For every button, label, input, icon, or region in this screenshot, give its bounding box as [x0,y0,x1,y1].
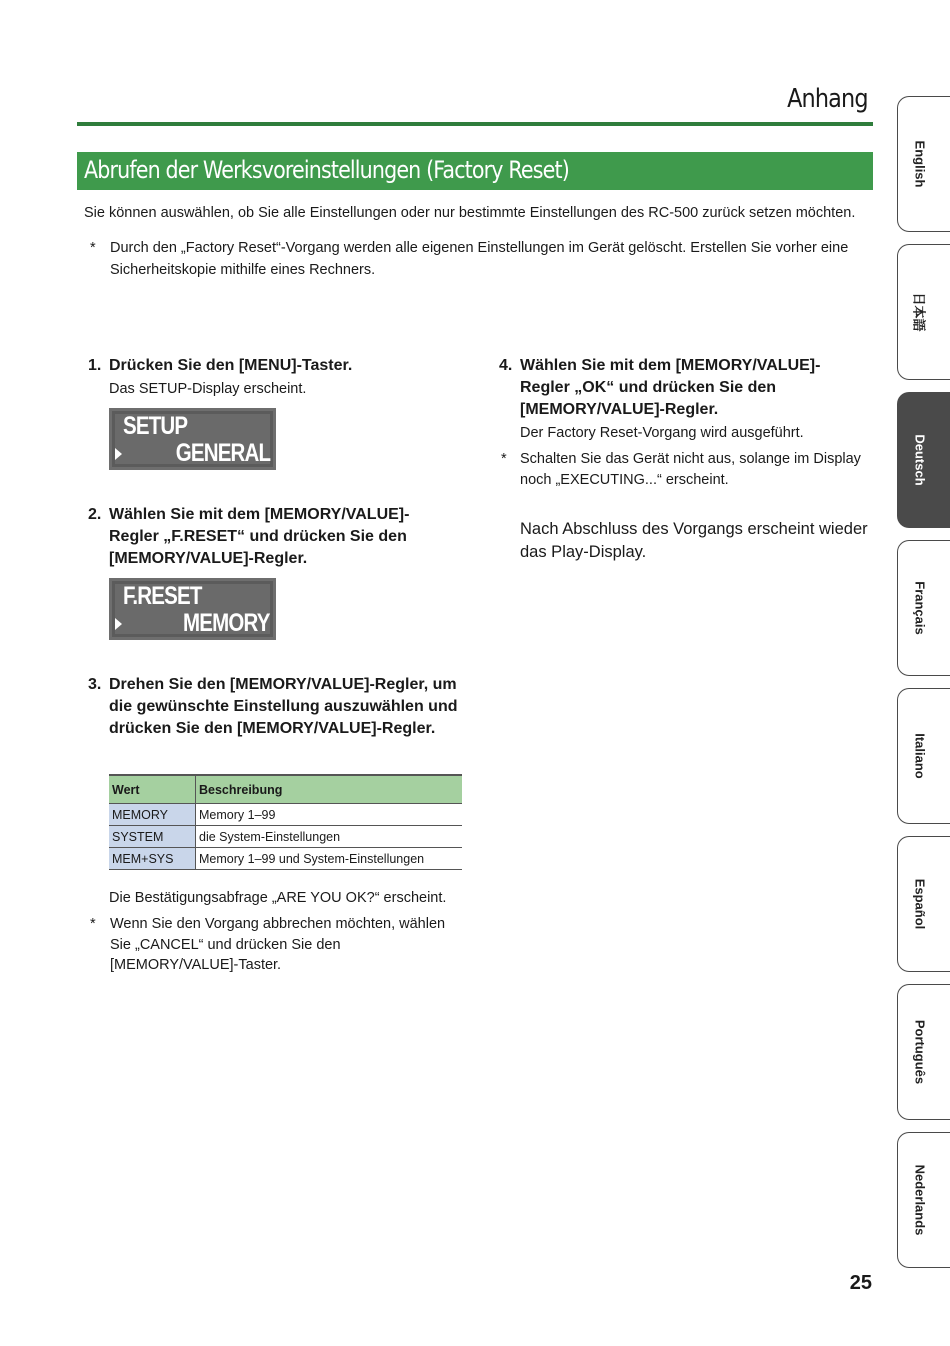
language-tab-label: 日本語 [911,292,927,332]
language-tab-japanese[interactable] [897,244,950,380]
language-tab-italiano[interactable] [897,688,950,824]
chapter-title: Anhang [787,84,868,114]
step-2 [88,504,468,574]
step-3-result: Die Bestätigungsabfrage „ARE YOU OK?“ erscheint. [109,890,447,906]
language-tab-label: Nederlands [912,1164,928,1236]
header-rule [77,122,873,126]
lcd-line-2: GENERAL [175,439,270,467]
language-tab-francais[interactable] [897,540,950,676]
note-asterisk: * [90,240,96,256]
step-4-result: Der Factory Reset-Vorgang wird ausgeführt. [520,425,804,441]
table-header-cell: Wert [109,775,196,804]
step-1-result: Das SETUP-Display erscheint. [109,381,307,397]
language-tab-espanol[interactable] [897,836,950,972]
table-cell-value: MEMORY [109,804,196,826]
table-header-row [109,775,462,804]
cancel-note [90,914,470,980]
power-note [501,449,876,493]
language-tab-label: Français [912,581,928,635]
note-asterisk: * [90,916,96,932]
lcd-line-2: MEMORY [183,609,270,637]
step-3-text: Drehen Sie den [MEMORY/VALUE]-Regler, um die gewünschte Einstellung auszuwählen und drücken Sie den [MEMORY/VALUE]-Regler. [109,676,458,737]
table-row [109,848,462,870]
step-4 [499,355,874,425]
step-2-number: 2. [88,506,102,523]
table-cell-value: SYSTEM [109,826,196,848]
lcd-line-1: SETUP [123,412,188,440]
table-cell-value: MEM+SYS [109,848,196,870]
backup-note [90,237,880,285]
language-tab-label: English [912,140,928,188]
closing-text: Nach Abschluss des Vorgangs erscheint wieder das Play-Display. [520,520,868,561]
lcd-cursor-icon [115,448,122,460]
language-tab-deutsch[interactable] [897,392,950,528]
step-1 [88,355,468,379]
step-2-text: Wählen Sie mit dem [MEMORY/VALUE]-Regler „F.RESET“ und drücken Sie den [MEMORY/VALUE]-Regler. [109,506,410,567]
table-cell-description: Memory 1–99 und System-Einstellungen [196,848,463,870]
reset-options-table [109,774,462,870]
language-tab-portugues[interactable] [897,984,950,1120]
language-tab-label: Español [912,878,928,930]
step-3 [88,674,468,766]
note-text: Wenn Sie den Vorgang abbrechen möchten, wählen Sie „CANCEL“ und drücken Sie den [MEMORY/VALUE]-Taster. [110,916,446,973]
lcd-freset-display [109,578,276,640]
note-text: Durch den „Factory Reset“-Vorgang werden alle eigenen Einstellungen im Gerät gelöscht. Erstellen Sie vorher eine Sicherheitskopie mithilfe eines Rechners. [110,240,849,278]
lcd-setup-display [109,408,276,470]
language-tab-label: Português [912,1019,928,1085]
table-cell-description: die System-Einstellungen [196,826,463,848]
step-1-text: Drücken Sie den [MENU]-Taster. [109,357,353,374]
step-1-number: 1. [88,357,102,374]
intro-text: Sie können auswählen, ob Sie alle Einstellungen oder nur bestimmte Einstellungen des RC-500 zurück setzen möchten. [84,205,856,221]
language-tab-label: Italiano [912,733,928,779]
step-4-text: Wählen Sie mit dem [MEMORY/VALUE]-Regler „OK“ und drücken Sie den [MEMORY/VALUE]-Regler. [520,357,821,418]
table-row [109,826,462,848]
table-row [109,804,462,826]
step-3-number: 3. [88,676,102,693]
note-asterisk: * [501,451,507,467]
language-tab-label: Deutsch [912,434,928,486]
section-title: Abrufen der Werksvoreinstellungen (Factory Reset) [84,156,569,184]
language-tab-nederlands[interactable] [897,1132,950,1268]
section-title-bar [77,152,873,190]
lcd-cursor-icon [115,618,122,630]
table-cell-description: Memory 1–99 [196,804,463,826]
note-text: Schalten Sie das Gerät nicht aus, solange im Display noch „EXECUTING...“ erscheint. [520,451,861,488]
lcd-line-1: F.RESET [123,582,202,610]
step-4-number: 4. [499,357,513,374]
table-header-cell: Beschreibung [196,775,463,804]
language-tab-english[interactable] [897,96,950,232]
page-number: 25 [849,1272,872,1294]
